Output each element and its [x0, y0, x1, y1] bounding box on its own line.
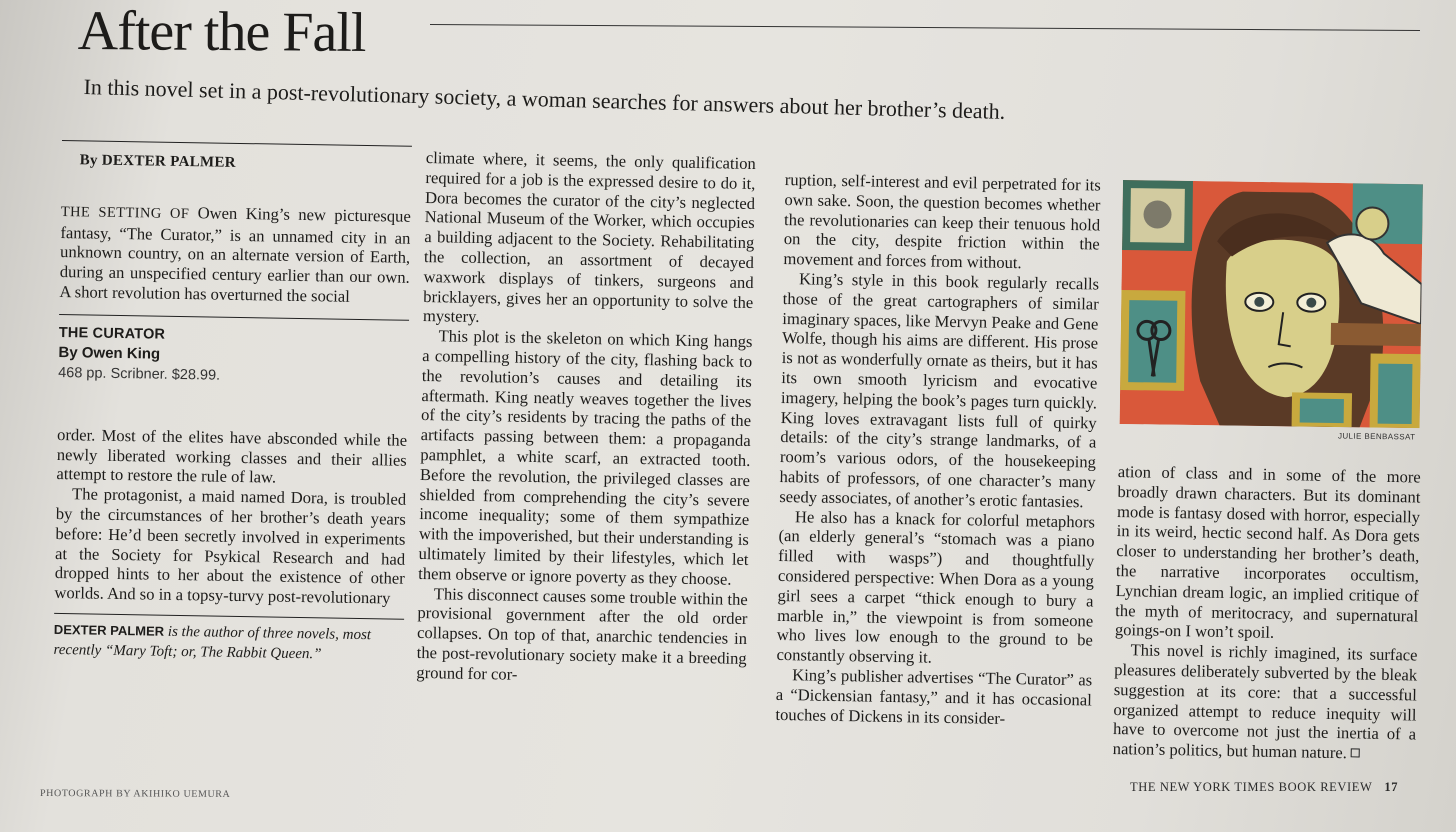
- lead-in: THE SETTING OF: [60, 203, 190, 222]
- paragraph: [1113, 640, 1418, 764]
- book-details: 468 pp. Scribner. $28.99.: [58, 364, 221, 384]
- paragraph: [59, 201, 411, 308]
- end-mark-icon: [1351, 748, 1360, 757]
- paragraph: This plot is the skeleton on which King hangs a compelling history of the city, flashing back to the revolution’s causes and detailing its aftermath. King neatly weaves together the lives of the city’s residents by tracing the paths of the artifacts passing between them: a propaganda pamphlet, a white scarf, an extracted tooth. Before the revolution, the privileged classes are shielded from comprehending the city’s severe income inequality; some of them sympathize with the impoverished, but their understanding is ultimately limited by their lifestyles, which let them observe or ignore poverty as they choose.: [418, 326, 753, 589]
- illustration-credit: JULIE BENBASSAT: [1337, 431, 1416, 442]
- column-3: [775, 170, 1101, 730]
- paragraph: climate where, it seems, the only qualification required for a job is the expressed desire to do it, Dora becomes the curator of the city’s neglected National Museum of the Worker, which occupies a building adjacent to the Society. Rehabilitating the collection, an assortment of decayed waxwork displays of tinkers, surgeons and bricklayers, gives her an opportunity to solve the mystery.: [422, 148, 756, 327]
- rule: [54, 613, 404, 620]
- illustration-artwork: [1120, 180, 1423, 428]
- illustration: [1120, 180, 1423, 428]
- paragraph: King’s style in this book regularly recalls those of the great cartographers of similar imaginary spaces, like Mervyn Peake and Gene Wolfe, though his aims are different. His prose is not as wonderfully ornate as theirs, but it has its own smooth lyricism and evocative imagery, helping the book’s pages turn quickly. King loves extravagant lists full of quirky details: of the city’s strange landmarks, of a room’s various odors, of the housekeeping habits of professors, of one character’s many seedy associates, of another’s erotic fantasies.: [779, 269, 1100, 512]
- column-2: [416, 148, 756, 688]
- paragraph: The protagonist, a maid named Dora, is troubled by the circumstances of her brother’s death years before: He’d been secretly involved in experiments at the Society for Psykical Research and had dropped hints to her about the existence of other worlds. And so in a topsy-turvy post-revolutionary: [54, 484, 407, 608]
- rule: [59, 314, 409, 321]
- bio-text: is the author of three novels, most recently “Mary Toft; or, The Rabbit Queen.”: [53, 623, 372, 663]
- book-title: THE CURATOR: [58, 324, 166, 343]
- byline: By DEXTER PALMER: [79, 152, 236, 171]
- paragraph: This disconnect causes some trouble within the provisional government after the old order collapses. On top of that, anarchic tendencies in the post-revolutionary society make it a breeding ground for cor-: [416, 583, 748, 684]
- top-rule: [430, 24, 1420, 31]
- book-info: [58, 323, 409, 389]
- paragraph: ruption, self-interest and evil perpetrated for its own sake. Soon, the question becomes whether the revolutionaries can keep their tenuous hold on the city, despite friction within the movement and forces from without.: [783, 170, 1101, 273]
- book-author: By Owen King: [58, 343, 161, 363]
- bio-name: DEXTER PALMER: [53, 621, 165, 639]
- headline: After the Fall: [77, 0, 366, 65]
- column-1: [53, 140, 412, 666]
- paragraph: ation of class and in some of the more broadly drawn characters. But its dominant mode is fantasy dosed with horror, especially in its weird, hectic second half. As Dora gets closer to understanding her brother’s death, the narrative incorporates occultism, Lynchian dream logic, an implied critique of the myth of meritocracy, and supernatural goings-on I won’t spoil.: [1114, 462, 1421, 643]
- paragraph: King’s publisher advertises “The Curator” as a “Dickensian fantasy,” and it has occasional touches of Dickens in its consider-: [775, 665, 1093, 728]
- deck: In this novel set in a post-revolutionary society, a woman searches for answers about her brother’s death.: [83, 74, 1006, 124]
- paragraph: order. Most of the elites have absconded while the newly liberated working classes and their allies attempt to restore the rule of law.: [56, 424, 408, 487]
- publication-name: THE NEW YORK TIMES BOOK REVIEW: [1130, 780, 1373, 794]
- page-number: 17: [1384, 780, 1399, 794]
- rule: [62, 140, 412, 147]
- paragraph-text: This novel is richly imagined, its surface pleasures deliberately subverted by the bleak suggestion at its core: that a successful organized attempt to reduce inequity will have to overcome not just the inertia of a nation’s politics, but human nature.: [1112, 640, 1418, 763]
- folio: [1130, 780, 1398, 795]
- paragraph-text: Owen King’s new picturesque fantasy, “The Curator,” is an unnamed city in an unknown country, on an alternate version of Earth, during an unspecified century earlier than our own. A short revolution has overturned the social: [59, 203, 411, 306]
- author-bio: [53, 620, 404, 666]
- column-4: [1113, 462, 1421, 764]
- paragraph: He also has a knack for colorful metaphors (an elderly general’s “stomach was a piano filled with wasps”) and thoughtfully considered perspective: When Dora as a young girl sees a carpet “thick enough to bury a marble in,” the viewpoint is from someone who lives low enough to the ground to be constantly observing it.: [776, 506, 1096, 667]
- photo-credit: PHOTOGRAPH BY AKIHIKO UEMURA: [39, 788, 231, 800]
